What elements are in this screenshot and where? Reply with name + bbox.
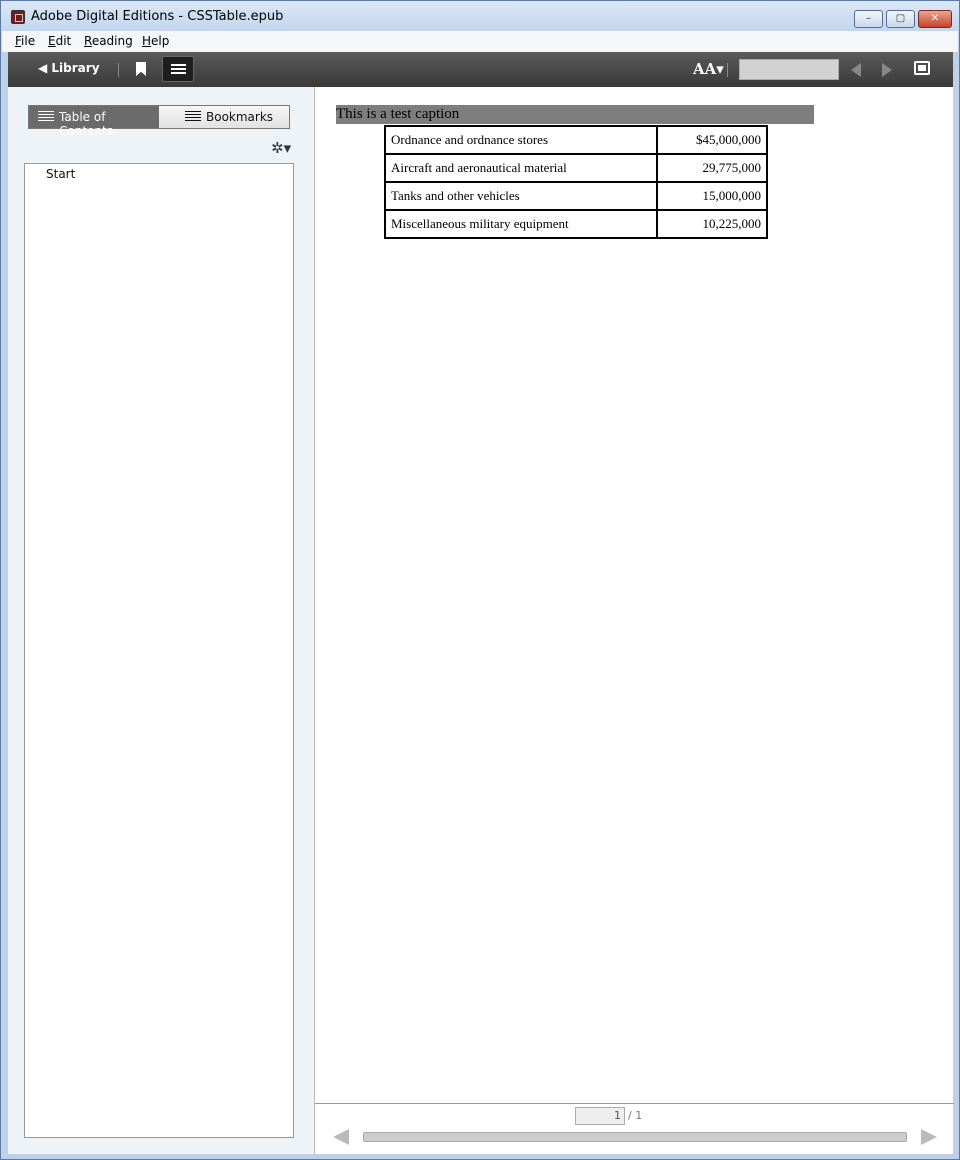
close-button[interactable]: ✕	[918, 10, 952, 28]
table-cell: Miscellaneous military equipment	[385, 210, 657, 238]
gear-icon[interactable]: ✲▾	[271, 139, 292, 157]
next-page-icon[interactable]	[921, 1129, 937, 1145]
menu-help[interactable]: Help	[142, 34, 170, 48]
tab-toc-label: Table of Contents	[59, 110, 113, 138]
table-row	[385, 210, 767, 238]
search-next-icon[interactable]	[882, 63, 892, 77]
toc-toggle-button[interactable]	[162, 56, 194, 82]
list-icon	[171, 64, 186, 75]
minimize-button[interactable]: –	[854, 10, 883, 28]
reading-pane	[314, 87, 953, 1154]
toolbar-separator	[727, 63, 728, 77]
toc-list-icon	[38, 111, 54, 122]
table-row	[385, 182, 767, 210]
library-button[interactable]: ◀ Library	[38, 61, 100, 75]
menu-bar	[2, 31, 958, 52]
table-row	[385, 154, 767, 182]
menu-file[interactable]: File	[15, 34, 36, 48]
data-table	[384, 125, 768, 239]
tab-table-of-contents[interactable]	[29, 106, 159, 138]
tab-bookmarks-label: Bookmarks	[206, 110, 274, 124]
table-cell: $45,000,000	[657, 126, 767, 154]
page-total: / 1	[628, 1109, 643, 1122]
prev-page-icon[interactable]	[333, 1129, 349, 1145]
table-caption: This is a test caption	[336, 105, 814, 124]
sidebar	[8, 87, 314, 1154]
table-cell: Ordnance and ordnance stores	[385, 126, 657, 154]
table-cell: Tanks and other vehicles	[385, 182, 657, 210]
toolbar-separator	[118, 63, 119, 77]
divider	[315, 1103, 954, 1104]
table-cell: 10,225,000	[657, 210, 767, 238]
table-cell: 29,775,000	[657, 154, 767, 182]
sidebar-tabs	[28, 105, 290, 138]
table-cell: 15,000,000	[657, 182, 767, 210]
title-bar[interactable]	[1, 1, 959, 31]
tab-bookmarks[interactable]	[159, 106, 289, 128]
fullscreen-icon[interactable]	[914, 61, 930, 75]
bookmark-icon[interactable]	[136, 62, 146, 76]
menu-reading[interactable]: Reading	[84, 34, 133, 48]
app-icon	[11, 10, 25, 24]
toolbar	[8, 52, 953, 87]
reading-progress-bar[interactable]	[363, 1132, 907, 1142]
table-row	[385, 126, 767, 154]
table-cell: Aircraft and aeronautical material	[385, 154, 657, 182]
menu-edit[interactable]: Edit	[48, 34, 72, 48]
font-size-button[interactable]: AA▾	[693, 60, 724, 78]
bookmarks-list-icon	[185, 111, 201, 122]
search-input[interactable]	[739, 59, 839, 80]
window-title: Adobe Digital Editions - CSSTable.epub	[31, 9, 284, 24]
maximize-button[interactable]: ▢	[886, 10, 915, 28]
toc-item-start[interactable]: Start	[46, 167, 76, 181]
page-number-input[interactable]: 1	[575, 1107, 625, 1125]
search-prev-icon[interactable]	[851, 63, 861, 77]
toc-list	[24, 163, 294, 1138]
